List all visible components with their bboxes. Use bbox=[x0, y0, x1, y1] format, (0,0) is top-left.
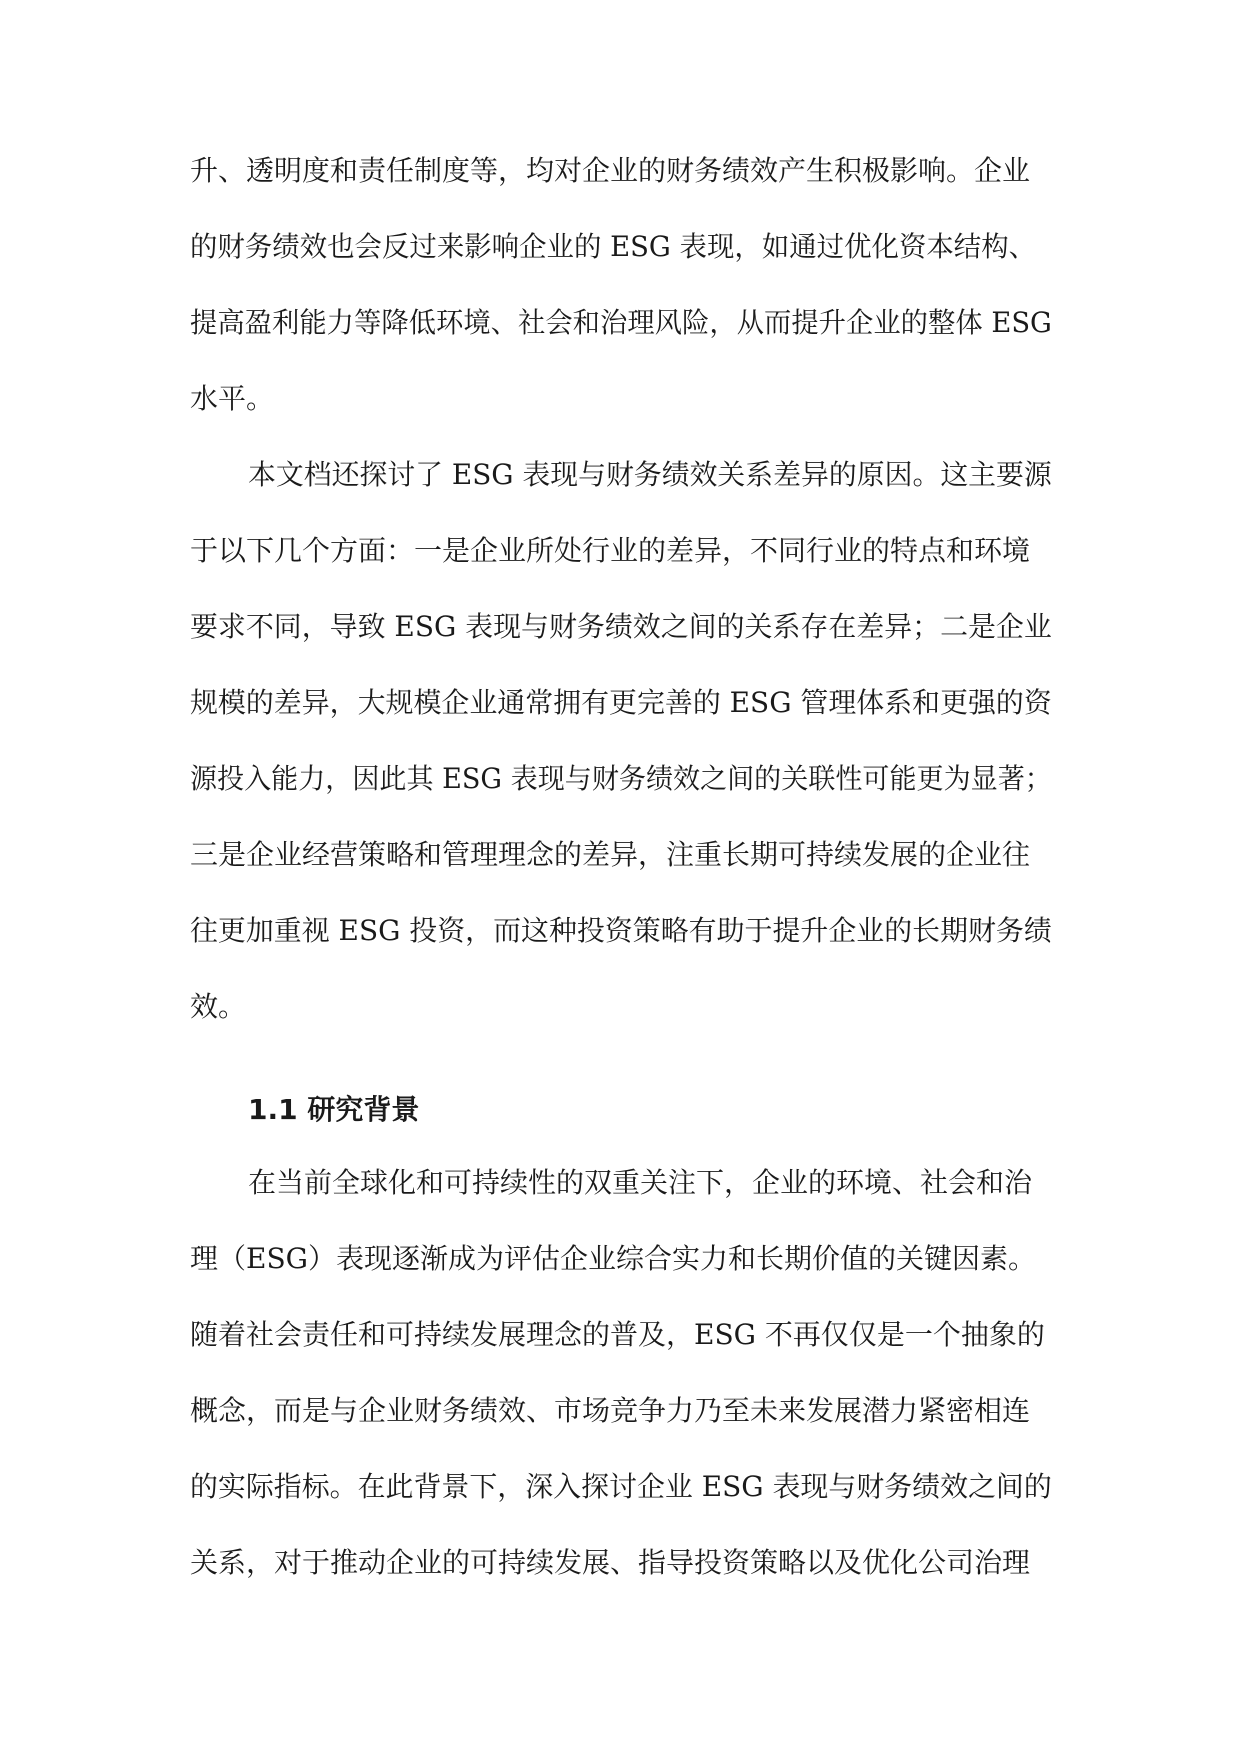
text-line: 在当前全球化和可持续性的双重关注下，企业的环境、社会和治 bbox=[248, 1166, 1033, 1199]
text-line: 概念，而是与企业财务绩效、市场竞争力乃至未来发展潜力紧密相连 bbox=[190, 1394, 1031, 1427]
text-line: 三是企业经营策略和管理理念的差异，注重长期可持续发展的企业往 bbox=[190, 838, 1031, 871]
text-line: 关系，对于推动企业的可持续发展、指导投资策略以及优化公司治理 bbox=[190, 1546, 1031, 1579]
text-line: 水平。 bbox=[190, 382, 275, 415]
text-line: 升、透明度和责任制度等，均对企业的财务绩效产生积极影响。企业 bbox=[190, 154, 1031, 187]
text-line: 规模的差异，大规模企业通常拥有更完善的 ESG 管理体系和更强的资 bbox=[190, 686, 1052, 719]
text-line: 的实际指标。在此背景下，深入探讨企业 ESG 表现与财务绩效之间的 bbox=[190, 1470, 1052, 1503]
text-line: 要求不同，导致 ESG 表现与财务绩效之间的关系存在差异；二是企业 bbox=[190, 610, 1052, 643]
text-line: 于以下几个方面：一是企业所处行业的差异，不同行业的特点和环境 bbox=[190, 534, 1031, 567]
text-line: 本文档还探讨了 ESG 表现与财务绩效关系差异的原因。这主要源 bbox=[248, 458, 1052, 491]
text-line: 提高盈利能力等降低环境、社会和治理风险，从而提升企业的整体 ESG bbox=[190, 306, 1052, 339]
section-heading: 1.1 研究背景 bbox=[248, 1093, 420, 1126]
text-line: 往更加重视 ESG 投资，而这种投资策略有助于提升企业的长期财务绩 bbox=[190, 914, 1052, 947]
text-line: 源投入能力，因此其 ESG 表现与财务绩效之间的关联性可能更为显著； bbox=[190, 762, 1052, 795]
text-line: 效。 bbox=[190, 990, 247, 1023]
text-line: 随着社会责任和可持续发展理念的普及，ESG 不再仅仅是一个抽象的 bbox=[190, 1318, 1045, 1351]
text-line: 理（ESG）表现逐渐成为评估企业综合实力和长期价值的关键因素。 bbox=[190, 1242, 1036, 1275]
text-line: 的财务绩效也会反过来影响企业的 ESG 表现，如通过优化资本结构、 bbox=[190, 230, 1037, 263]
